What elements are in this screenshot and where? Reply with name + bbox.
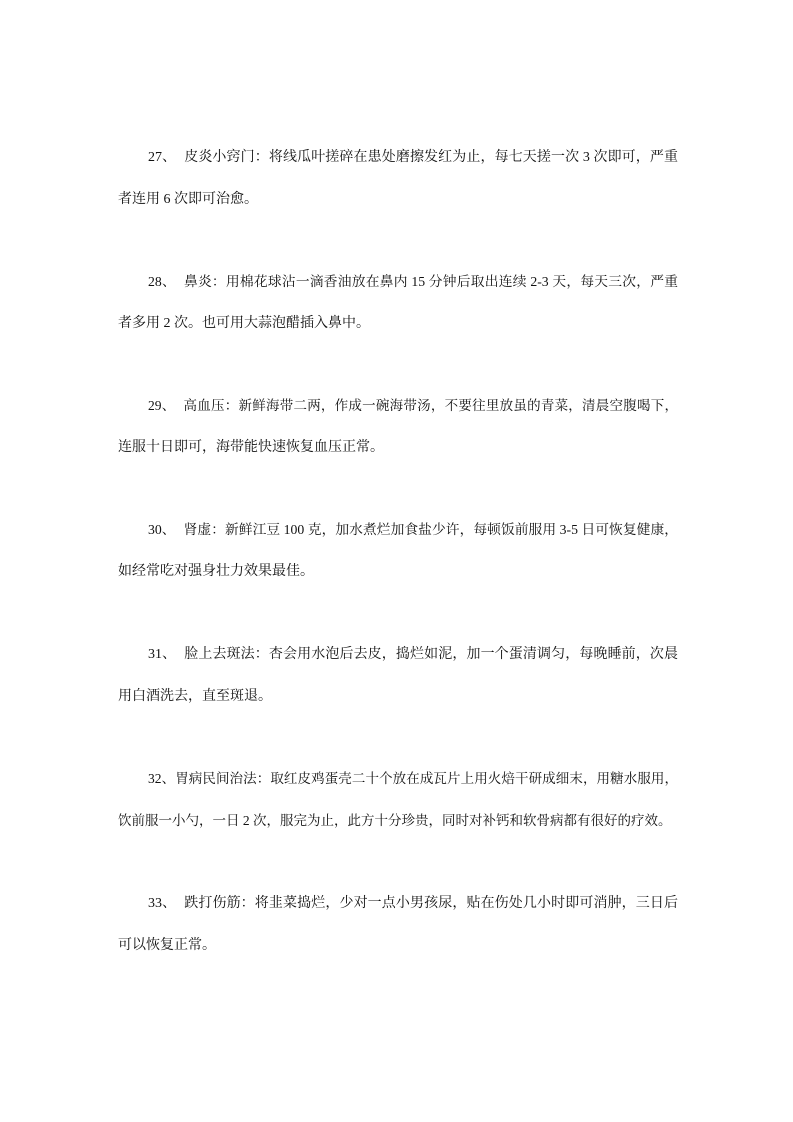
paragraph-line: 饮前服一小勺，一日 2 次，服完为止，此方十分珍贵，同时对补钙和软骨病都有很好的疗效。 — [118, 813, 672, 828]
remedy-paragraph-28 — [118, 261, 678, 345]
paragraph-line: 者连用 6 次即可治愈。 — [118, 192, 258, 207]
remedy-paragraph-32 — [118, 758, 678, 842]
remedy-paragraph-29 — [118, 385, 678, 469]
remedy-paragraph-31 — [118, 634, 678, 718]
paragraph-line: 鼻炎：用棉花球沾一滴香油放在鼻内 15 分钟后取出连续 2-3 天，每天三次，严重 — [183, 274, 678, 289]
paragraph-line: 用白酒洗去，直至斑退。 — [118, 689, 272, 704]
remedy-paragraph-30 — [118, 509, 678, 593]
item-number: 32、 — [148, 771, 176, 786]
item-number: 27、 — [148, 150, 177, 165]
remedy-paragraph-33 — [118, 883, 678, 967]
paragraph-line: 跌打伤筋：将韭菜捣烂，少对一点小男孩尿，贴在伤处几小时即可消肿，三日后 — [184, 896, 679, 911]
paragraph-line: 胃病民间治法：取红皮鸡蛋壳二十个放在成瓦片上用火焙干研成细末，用糖水服用， — [175, 771, 679, 786]
item-number: 30、 — [148, 522, 176, 537]
paragraph-line: 脸上去斑法：杏会用水泡后去皮，捣烂如泥，加一个蛋清调匀，每晚睡前，次晨 — [184, 647, 679, 662]
item-number: 28、 — [148, 274, 176, 289]
paragraph-line: 肾虚：新鲜江豆 100 克，加水煮烂加食盐少许，每顿饭前服用 3-5 日可恢复健康， — [183, 522, 678, 537]
paragraph-line: 高血压：新鲜海带二两，作成一碗海带汤，不要往里放虽的青菜，清晨空腹喝下， — [183, 398, 679, 413]
item-number: 33、 — [148, 896, 177, 911]
paragraph-line: 可以恢复正常。 — [118, 938, 216, 953]
paragraph-line: 者多用 2 次。也可用大蒜泡醋插入鼻中。 — [118, 316, 370, 331]
paragraph-line: 皮炎小窍门：将线瓜叶搓碎在患处磨擦发红为止，每七天搓一次 3 次即可，严重 — [184, 150, 679, 165]
paragraph-line: 连服十日即可，海带能快速恢复血压正常。 — [118, 440, 384, 455]
item-number: 29、 — [148, 398, 176, 413]
paragraph-line: 如经常吃对强身壮力效果最佳。 — [118, 564, 314, 579]
item-number: 31、 — [148, 647, 177, 662]
remedy-paragraph-27 — [118, 137, 678, 221]
